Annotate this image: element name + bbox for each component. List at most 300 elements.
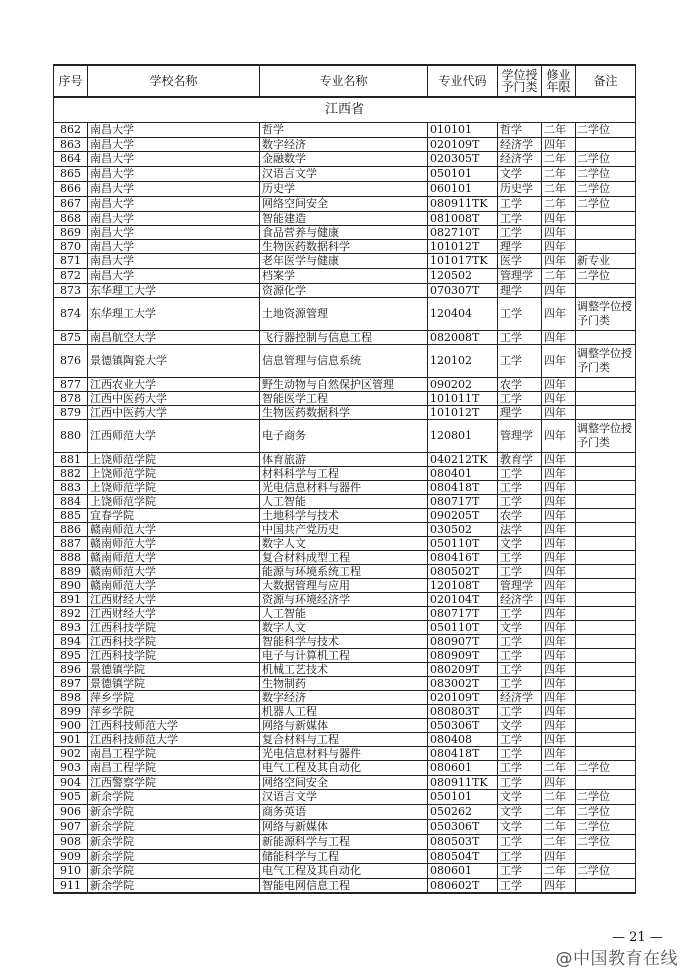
cell-degree: 经济学 xyxy=(498,138,542,152)
cell-years: 四年 xyxy=(542,420,576,453)
table-row xyxy=(54,879,636,894)
table-row xyxy=(54,138,636,152)
cell-school: 新余学院 xyxy=(88,850,260,864)
cell-years: 四年 xyxy=(542,850,576,864)
table-row xyxy=(54,705,636,719)
cell-note xyxy=(576,635,636,649)
cell-code: 050110T xyxy=(428,621,498,635)
cell-note xyxy=(576,467,636,481)
cell-index: 902 xyxy=(54,747,88,761)
cell-note xyxy=(576,240,636,254)
cell-note xyxy=(576,691,636,705)
table-row xyxy=(54,805,636,820)
cell-code: 120102 xyxy=(428,345,498,378)
cell-note xyxy=(576,663,636,677)
cell-note: 二学位 xyxy=(576,269,636,284)
cell-school: 赣南师范大学 xyxy=(88,579,260,593)
cell-degree: 农学 xyxy=(498,378,542,392)
cell-major: 数字人文 xyxy=(260,537,428,551)
cell-note xyxy=(576,551,636,565)
cell-years: 二年 xyxy=(542,761,576,776)
cell-code: 080911TK xyxy=(428,776,498,790)
cell-code: 080416T xyxy=(428,551,498,565)
table-body xyxy=(54,97,636,893)
cell-school: 江西农业大学 xyxy=(88,378,260,392)
cell-index: 906 xyxy=(54,805,88,820)
cell-index: 893 xyxy=(54,621,88,635)
header-years: 修业年限 xyxy=(542,65,576,97)
table-row xyxy=(54,406,636,420)
cell-degree: 工学 xyxy=(498,565,542,579)
cell-code: 050110T xyxy=(428,537,498,551)
cell-note xyxy=(576,607,636,621)
cell-degree: 理学 xyxy=(498,406,542,420)
cell-note xyxy=(576,719,636,733)
cell-index: 874 xyxy=(54,298,88,331)
cell-major: 复合材料成型工程 xyxy=(260,551,428,565)
cell-school: 赣南师范大学 xyxy=(88,551,260,565)
cell-degree: 工学 xyxy=(498,663,542,677)
cell-major: 档案学 xyxy=(260,269,428,284)
cell-degree: 经济学 xyxy=(498,152,542,167)
cell-note xyxy=(576,392,636,406)
cell-school: 东华理工大学 xyxy=(88,298,260,331)
cell-years: 四年 xyxy=(542,649,576,663)
table-row xyxy=(54,864,636,879)
cell-years: 四年 xyxy=(542,212,576,226)
cell-degree: 医学 xyxy=(498,254,542,269)
table-row xyxy=(54,579,636,593)
cell-index: 865 xyxy=(54,167,88,182)
cell-years: 二年 xyxy=(542,864,576,879)
cell-years: 四年 xyxy=(542,406,576,420)
cell-degree: 工学 xyxy=(498,481,542,495)
cell-index: 883 xyxy=(54,481,88,495)
cell-note xyxy=(576,621,636,635)
cell-note: 二学位 xyxy=(576,805,636,820)
cell-years: 四年 xyxy=(542,481,576,495)
cell-degree: 工学 xyxy=(498,649,542,663)
cell-degree: 经济学 xyxy=(498,691,542,705)
header-row xyxy=(54,65,636,97)
cell-code: 060101 xyxy=(428,182,498,197)
cell-major: 网络空间安全 xyxy=(260,197,428,212)
cell-code: 120502 xyxy=(428,269,498,284)
cell-degree: 工学 xyxy=(498,705,542,719)
cell-school: 江西警察学院 xyxy=(88,776,260,790)
cell-major: 复合材料与工程 xyxy=(260,733,428,747)
cell-major: 中国共产党历史 xyxy=(260,523,428,537)
cell-note xyxy=(576,378,636,392)
cell-years: 四年 xyxy=(542,677,576,691)
cell-school: 南昌大学 xyxy=(88,212,260,226)
cell-degree: 工学 xyxy=(498,879,542,894)
cell-index: 863 xyxy=(54,138,88,152)
cell-code: 080717T xyxy=(428,495,498,509)
table-row xyxy=(54,420,636,453)
table-row xyxy=(54,565,636,579)
cell-major: 网络与新媒体 xyxy=(260,820,428,835)
cell-major: 电子与计算机工程 xyxy=(260,649,428,663)
cell-years: 四年 xyxy=(542,378,576,392)
cell-school: 江西科技学院 xyxy=(88,621,260,635)
cell-note: 二学位 xyxy=(576,167,636,182)
cell-note xyxy=(576,565,636,579)
cell-index: 868 xyxy=(54,212,88,226)
cell-degree: 文学 xyxy=(498,805,542,820)
cell-years: 四年 xyxy=(542,607,576,621)
province-name: 江西省 xyxy=(54,97,636,123)
header-code: 专业代码 xyxy=(428,65,498,97)
cell-major: 机器人工程 xyxy=(260,705,428,719)
cell-years: 四年 xyxy=(542,663,576,677)
table-row xyxy=(54,182,636,197)
cell-code: 090202 xyxy=(428,378,498,392)
cell-major: 电气工程及其自动化 xyxy=(260,864,428,879)
cell-code: 080209T xyxy=(428,663,498,677)
cell-school: 上饶师范学院 xyxy=(88,453,260,467)
cell-note xyxy=(576,649,636,663)
cell-degree: 文学 xyxy=(498,537,542,551)
cell-code: 101011T xyxy=(428,392,498,406)
table-row xyxy=(54,345,636,378)
cell-years: 二年 xyxy=(542,790,576,805)
cell-degree: 工学 xyxy=(498,607,542,621)
cell-note: 二学位 xyxy=(576,123,636,138)
cell-index: 864 xyxy=(54,152,88,167)
cell-major: 老年医学与健康 xyxy=(260,254,428,269)
table-row xyxy=(54,621,636,635)
cell-note: 调整学位授予门类 xyxy=(576,298,636,331)
cell-degree: 法学 xyxy=(498,523,542,537)
cell-school: 新余学院 xyxy=(88,835,260,850)
cell-school: 江西中医药大学 xyxy=(88,392,260,406)
cell-note xyxy=(576,579,636,593)
cell-code: 080907T xyxy=(428,635,498,649)
cell-degree: 工学 xyxy=(498,392,542,406)
cell-index: 908 xyxy=(54,835,88,850)
cell-major: 资源化学 xyxy=(260,284,428,298)
cell-index: 870 xyxy=(54,240,88,254)
cell-major: 材料科学与工程 xyxy=(260,467,428,481)
cell-index: 910 xyxy=(54,864,88,879)
cell-note xyxy=(576,226,636,240)
cell-years: 二年 xyxy=(542,835,576,850)
cell-code: 020109T xyxy=(428,691,498,705)
cell-years: 二年 xyxy=(542,152,576,167)
cell-school: 江西科技学院 xyxy=(88,649,260,663)
cell-code: 030502 xyxy=(428,523,498,537)
cell-major: 新能源科学与工程 xyxy=(260,835,428,850)
cell-note: 二学位 xyxy=(576,197,636,212)
cell-note xyxy=(576,406,636,420)
cell-major: 机械工艺技术 xyxy=(260,663,428,677)
cell-note xyxy=(576,776,636,790)
cell-note xyxy=(576,331,636,345)
cell-major: 人工智能 xyxy=(260,495,428,509)
cell-index: 875 xyxy=(54,331,88,345)
cell-index: 894 xyxy=(54,635,88,649)
cell-years: 四年 xyxy=(542,523,576,537)
cell-major: 信息管理与信息系统 xyxy=(260,345,428,378)
cell-school: 上饶师范学院 xyxy=(88,481,260,495)
cell-code: 120801 xyxy=(428,420,498,453)
cell-school: 景德镇学院 xyxy=(88,677,260,691)
cell-degree: 工学 xyxy=(498,677,542,691)
cell-note xyxy=(576,495,636,509)
table-row xyxy=(54,551,636,565)
cell-note: 二学位 xyxy=(576,790,636,805)
table-row xyxy=(54,378,636,392)
cell-index: 903 xyxy=(54,761,88,776)
cell-major: 数字经济 xyxy=(260,138,428,152)
cell-school: 景德镇陶瓷大学 xyxy=(88,345,260,378)
header-degree: 学位授予门类 xyxy=(498,65,542,97)
table-row xyxy=(54,761,636,776)
cell-code: 082710T xyxy=(428,226,498,240)
cell-years: 二年 xyxy=(542,805,576,820)
cell-school: 上饶师范学院 xyxy=(88,467,260,481)
table-row xyxy=(54,254,636,269)
cell-index: 887 xyxy=(54,537,88,551)
cell-school: 南昌大学 xyxy=(88,123,260,138)
cell-years: 四年 xyxy=(542,776,576,790)
cell-note: 二学位 xyxy=(576,864,636,879)
cell-degree: 管理学 xyxy=(498,420,542,453)
table-row xyxy=(54,733,636,747)
cell-major: 生物医药数据科学 xyxy=(260,406,428,420)
cell-major: 智能电网信息工程 xyxy=(260,879,428,894)
cell-index: 889 xyxy=(54,565,88,579)
cell-code: 020305T xyxy=(428,152,498,167)
cell-major: 网络空间安全 xyxy=(260,776,428,790)
cell-years: 二年 xyxy=(542,182,576,197)
cell-index: 888 xyxy=(54,551,88,565)
cell-school: 新余学院 xyxy=(88,820,260,835)
cell-school: 赣南师范大学 xyxy=(88,565,260,579)
cell-major: 光电信息材料与器件 xyxy=(260,481,428,495)
cell-index: 886 xyxy=(54,523,88,537)
table-row xyxy=(54,747,636,761)
cell-note xyxy=(576,705,636,719)
cell-degree: 管理学 xyxy=(498,579,542,593)
cell-index: 884 xyxy=(54,495,88,509)
cell-code: 050262 xyxy=(428,805,498,820)
cell-degree: 工学 xyxy=(498,495,542,509)
cell-index: 879 xyxy=(54,406,88,420)
cell-degree: 理学 xyxy=(498,284,542,298)
cell-school: 江西科技师范大学 xyxy=(88,733,260,747)
cell-school: 南昌大学 xyxy=(88,240,260,254)
table-row xyxy=(54,123,636,138)
cell-index: 881 xyxy=(54,453,88,467)
cell-school: 新余学院 xyxy=(88,879,260,894)
cell-degree: 工学 xyxy=(498,467,542,481)
cell-index: 898 xyxy=(54,691,88,705)
cell-years: 四年 xyxy=(542,733,576,747)
cell-years: 四年 xyxy=(542,331,576,345)
cell-note xyxy=(576,284,636,298)
cell-degree: 文学 xyxy=(498,167,542,182)
cell-degree: 工学 xyxy=(498,197,542,212)
cell-code: 070307T xyxy=(428,284,498,298)
cell-index: 878 xyxy=(54,392,88,406)
cell-index: 895 xyxy=(54,649,88,663)
cell-major: 生物医药数据科学 xyxy=(260,240,428,254)
cell-degree: 工学 xyxy=(498,733,542,747)
cell-years: 四年 xyxy=(542,705,576,719)
cell-index: 897 xyxy=(54,677,88,691)
cell-index: 869 xyxy=(54,226,88,240)
cell-code: 080717T xyxy=(428,607,498,621)
cell-major: 汉语言文学 xyxy=(260,790,428,805)
cell-code: 080401 xyxy=(428,467,498,481)
cell-code: 050101 xyxy=(428,790,498,805)
cell-degree: 工学 xyxy=(498,345,542,378)
cell-school: 新余学院 xyxy=(88,864,260,879)
table-row xyxy=(54,240,636,254)
cell-major: 食品营养与健康 xyxy=(260,226,428,240)
cell-note: 调整学位授予门类 xyxy=(576,420,636,453)
cell-degree: 管理学 xyxy=(498,269,542,284)
cell-major: 土地科学与技术 xyxy=(260,509,428,523)
table-row xyxy=(54,509,636,523)
cell-major: 飞行器控制与信息工程 xyxy=(260,331,428,345)
cell-code: 080418T xyxy=(428,481,498,495)
majors-table xyxy=(53,64,636,894)
cell-note xyxy=(576,509,636,523)
cell-years: 四年 xyxy=(542,635,576,649)
table-row xyxy=(54,691,636,705)
cell-years: 四年 xyxy=(542,551,576,565)
cell-note xyxy=(576,677,636,691)
cell-years: 四年 xyxy=(542,298,576,331)
cell-index: 891 xyxy=(54,593,88,607)
cell-major: 网络与新媒体 xyxy=(260,719,428,733)
cell-major: 电子商务 xyxy=(260,420,428,453)
cell-code: 080504T xyxy=(428,850,498,864)
cell-index: 880 xyxy=(54,420,88,453)
table-row xyxy=(54,481,636,495)
cell-school: 新余学院 xyxy=(88,805,260,820)
cell-years: 二年 xyxy=(542,820,576,835)
table-row xyxy=(54,226,636,240)
cell-major: 土地资源管理 xyxy=(260,298,428,331)
cell-years: 四年 xyxy=(542,593,576,607)
cell-code: 020104T xyxy=(428,593,498,607)
cell-school: 南昌航空大学 xyxy=(88,331,260,345)
cell-code: 081008T xyxy=(428,212,498,226)
table-row xyxy=(54,677,636,691)
watermark: @中国教育在线 xyxy=(555,949,678,969)
cell-major: 智能科学与技术 xyxy=(260,635,428,649)
cell-code: 080601 xyxy=(428,761,498,776)
cell-school: 萍乡学院 xyxy=(88,691,260,705)
header-school: 学校名称 xyxy=(88,65,260,97)
table-row xyxy=(54,495,636,509)
cell-index: 904 xyxy=(54,776,88,790)
cell-degree: 经济学 xyxy=(498,593,542,607)
cell-school: 南昌大学 xyxy=(88,182,260,197)
cell-index: 876 xyxy=(54,345,88,378)
table-row xyxy=(54,453,636,467)
table-row xyxy=(54,284,636,298)
cell-school: 江西财经大学 xyxy=(88,593,260,607)
cell-school: 南昌大学 xyxy=(88,269,260,284)
cell-years: 四年 xyxy=(542,537,576,551)
cell-code: 120404 xyxy=(428,298,498,331)
cell-index: 871 xyxy=(54,254,88,269)
table-row xyxy=(54,392,636,406)
cell-school: 新余学院 xyxy=(88,790,260,805)
cell-years: 四年 xyxy=(542,284,576,298)
cell-note xyxy=(576,523,636,537)
cell-school: 东华理工大学 xyxy=(88,284,260,298)
cell-note: 调整学位授予门类 xyxy=(576,345,636,378)
cell-code: 080602T xyxy=(428,879,498,894)
cell-code: 050306T xyxy=(428,719,498,733)
cell-index: 905 xyxy=(54,790,88,805)
cell-code: 080911TK xyxy=(428,197,498,212)
cell-years: 四年 xyxy=(542,138,576,152)
table-row xyxy=(54,607,636,621)
cell-index: 885 xyxy=(54,509,88,523)
cell-degree: 文学 xyxy=(498,820,542,835)
table-row xyxy=(54,820,636,835)
cell-degree: 工学 xyxy=(498,551,542,565)
cell-code: 101012T xyxy=(428,406,498,420)
cell-index: 901 xyxy=(54,733,88,747)
cell-note xyxy=(576,593,636,607)
cell-school: 宜春学院 xyxy=(88,509,260,523)
cell-note xyxy=(576,537,636,551)
cell-code: 080408 xyxy=(428,733,498,747)
cell-years: 二年 xyxy=(542,197,576,212)
cell-code: 020109T xyxy=(428,138,498,152)
table-row xyxy=(54,850,636,864)
cell-years: 四年 xyxy=(542,392,576,406)
cell-index: 900 xyxy=(54,719,88,733)
cell-note xyxy=(576,453,636,467)
cell-school: 南昌工程学院 xyxy=(88,747,260,761)
cell-note xyxy=(576,481,636,495)
cell-code: 101017TK xyxy=(428,254,498,269)
cell-degree: 历史学 xyxy=(498,182,542,197)
cell-index: 907 xyxy=(54,820,88,835)
cell-school: 江西师范大学 xyxy=(88,420,260,453)
cell-school: 江西科技师范大学 xyxy=(88,719,260,733)
cell-code: 080502T xyxy=(428,565,498,579)
cell-degree: 理学 xyxy=(498,240,542,254)
cell-degree: 工学 xyxy=(498,835,542,850)
cell-index: 899 xyxy=(54,705,88,719)
cell-note: 二学位 xyxy=(576,152,636,167)
cell-years: 四年 xyxy=(542,747,576,761)
cell-degree: 工学 xyxy=(498,761,542,776)
cell-degree: 教育学 xyxy=(498,453,542,467)
cell-school: 萍乡学院 xyxy=(88,705,260,719)
cell-code: 083002T xyxy=(428,677,498,691)
cell-school: 江西中医药大学 xyxy=(88,406,260,420)
cell-years: 二年 xyxy=(542,167,576,182)
cell-index: 896 xyxy=(54,663,88,677)
table-row xyxy=(54,467,636,481)
cell-code: 010101 xyxy=(428,123,498,138)
cell-major: 哲学 xyxy=(260,123,428,138)
cell-degree: 文学 xyxy=(498,790,542,805)
cell-school: 南昌大学 xyxy=(88,226,260,240)
table-row xyxy=(54,523,636,537)
